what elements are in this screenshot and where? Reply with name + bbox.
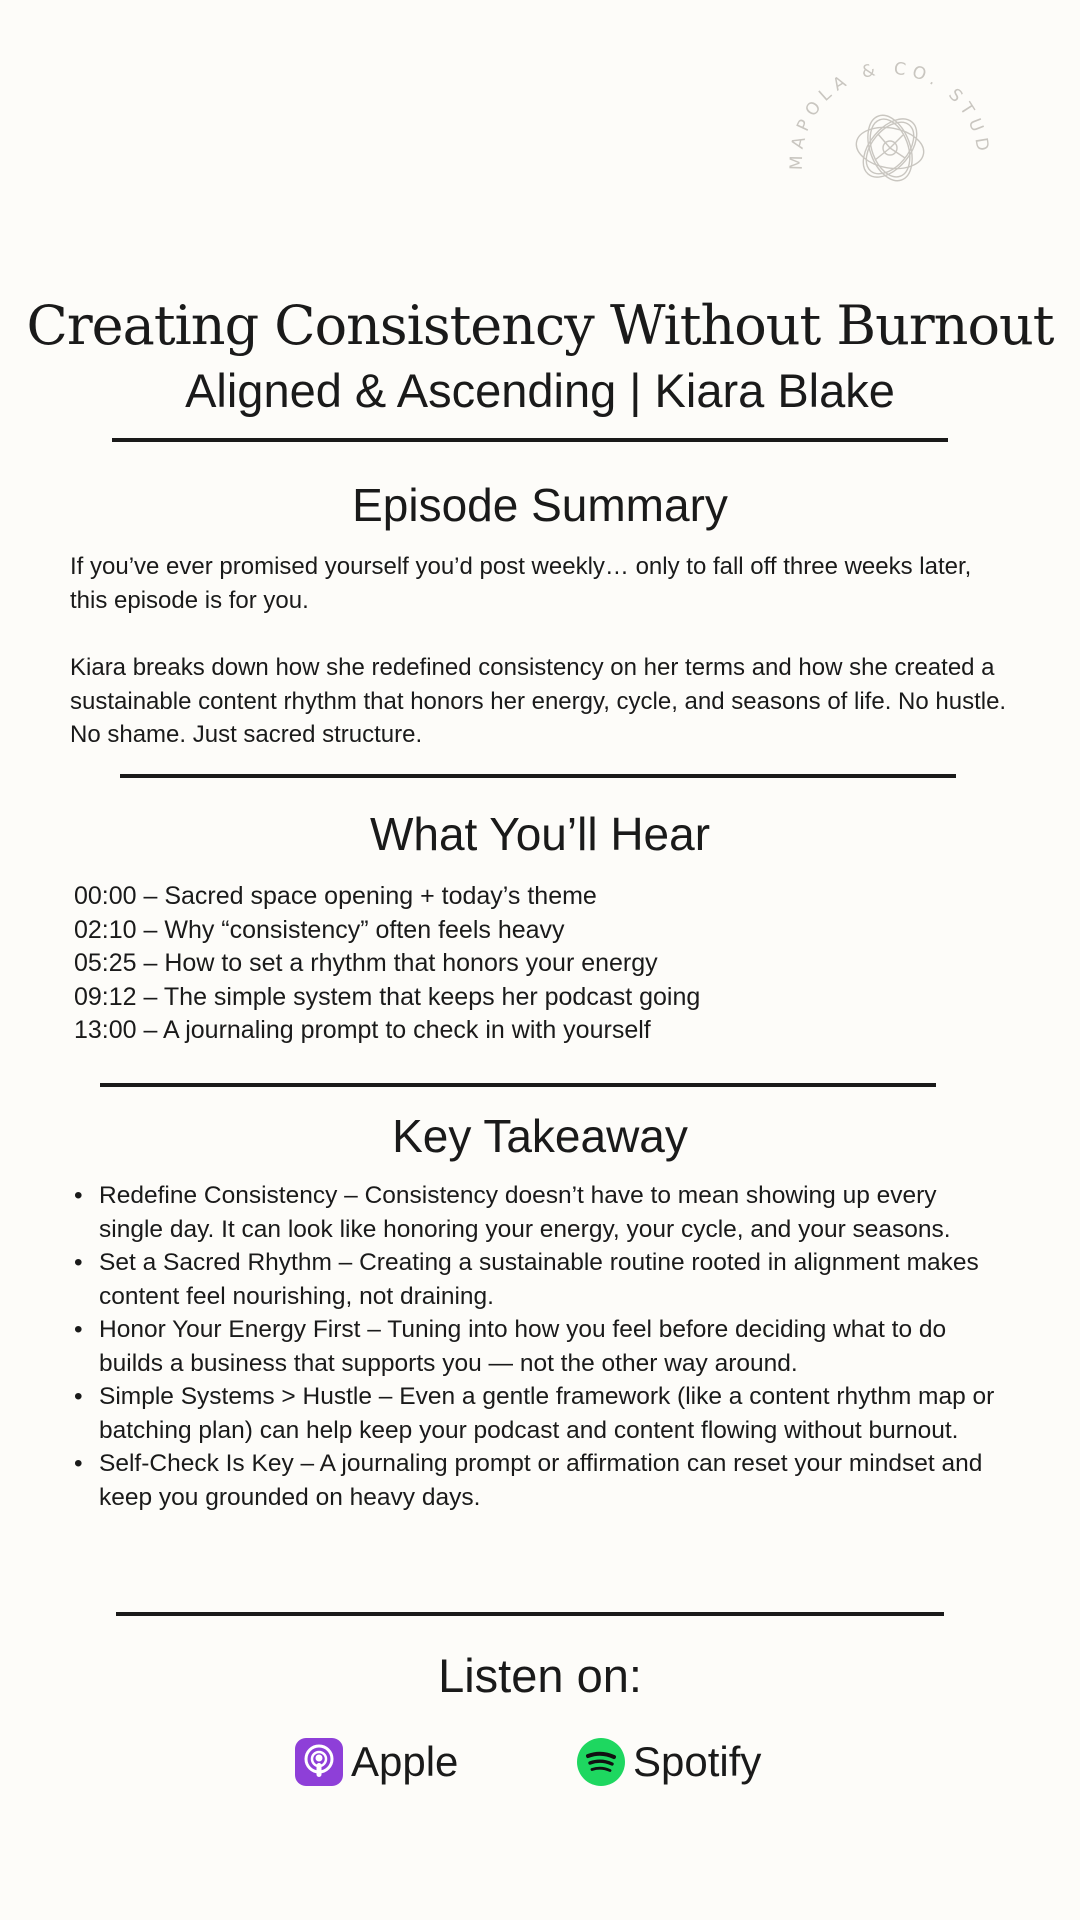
takeaway-item	[74, 1313, 999, 1380]
apple-label: Apple	[351, 1738, 459, 1785]
takeaway-item	[74, 1380, 999, 1447]
takeaway-item	[74, 1179, 999, 1246]
takeaway-text: Set a Sacred Rhythm – Creating a sustainable routine rooted in alignment makes content feel nourishing, not draining.	[99, 1249, 979, 1310]
timeline-item: 09:12 – The simple system that keeps her podcast going	[74, 982, 701, 1011]
divider	[116, 1612, 944, 1616]
takeaway-text: Honor Your Energy First – Tuning into how you feel before deciding what to do builds a business that supports you — not the other way around.	[99, 1316, 947, 1377]
svg-text:AMAPOLA & CO. STUDIO	[770, 30, 993, 170]
apple-podcasts-link[interactable]	[295, 1735, 458, 1789]
summary-paragraph: Kiara breaks down how she redefined consistency on her terms and how she created a sustainable content rhythm that honors her energy, cycle, and seasons of life. No hustle. No shame. Just sacred structure.	[70, 654, 1007, 748]
takeaway-text: Simple Systems > Hustle – Even a gentle framework (like a content rhythm map or batching plan) can help keep your podcast and content flowing without burnout.	[99, 1383, 995, 1444]
summary-heading: Episode Summary	[352, 479, 728, 531]
spotify-link[interactable]	[577, 1735, 761, 1789]
episode-title: Creating Consistency Without Burnout	[26, 294, 1054, 357]
studio-logo	[770, 30, 1010, 210]
bullet-icon: •	[74, 1249, 83, 1276]
divider	[112, 438, 948, 442]
bullet-icon: •	[74, 1450, 83, 1477]
poppy-flower-icon	[770, 30, 1010, 210]
bullet-icon: •	[74, 1316, 83, 1343]
timeline-item: 05:25 – How to set a rhythm that honors your energy	[74, 949, 658, 977]
takeaway-item	[74, 1246, 999, 1313]
timeline-item: 02:10 – Why “consistency” often feels heavy	[74, 915, 565, 944]
bullet-icon: •	[74, 1383, 83, 1410]
timeline-item: 13:00 – A journaling prompt to check in with yourself	[74, 1016, 651, 1044]
divider	[100, 1083, 936, 1087]
logo-brand-text: MAPOLA & CO. STUD	[786, 58, 994, 171]
summary-paragraph: If you’ve ever promised yourself you’d post weekly… only to fall off three weeks later, this episode is for you.	[70, 553, 972, 614]
takeaway-text: Self-Check Is Key – A journaling prompt or affirmation can reset your mindset and keep you grounded on heavy days.	[99, 1450, 983, 1511]
spotify-icon	[577, 1738, 625, 1786]
takeaway-text: Redefine Consistency – Consistency doesn’t have to mean showing up every single day. It can look like honoring your energy, your cycle, and your seasons.	[99, 1182, 951, 1243]
hear-heading: What You’ll Hear	[369, 808, 711, 860]
podcast-subtitle: Aligned & Ascending | Kiara Blake	[185, 364, 895, 417]
takeaway-item	[74, 1447, 999, 1514]
divider	[120, 774, 956, 778]
listen-heading: Listen on:	[438, 1649, 642, 1702]
spotify-label: Spotify	[633, 1738, 762, 1785]
takeaway-heading: Key Takeaway	[392, 1110, 688, 1162]
timeline-list	[74, 880, 974, 1048]
timeline-item: 00:00 – Sacred space opening + today’s theme	[74, 882, 597, 910]
takeaway-list	[74, 1179, 999, 1514]
apple-podcasts-icon	[295, 1738, 343, 1786]
bullet-icon: •	[74, 1182, 83, 1209]
